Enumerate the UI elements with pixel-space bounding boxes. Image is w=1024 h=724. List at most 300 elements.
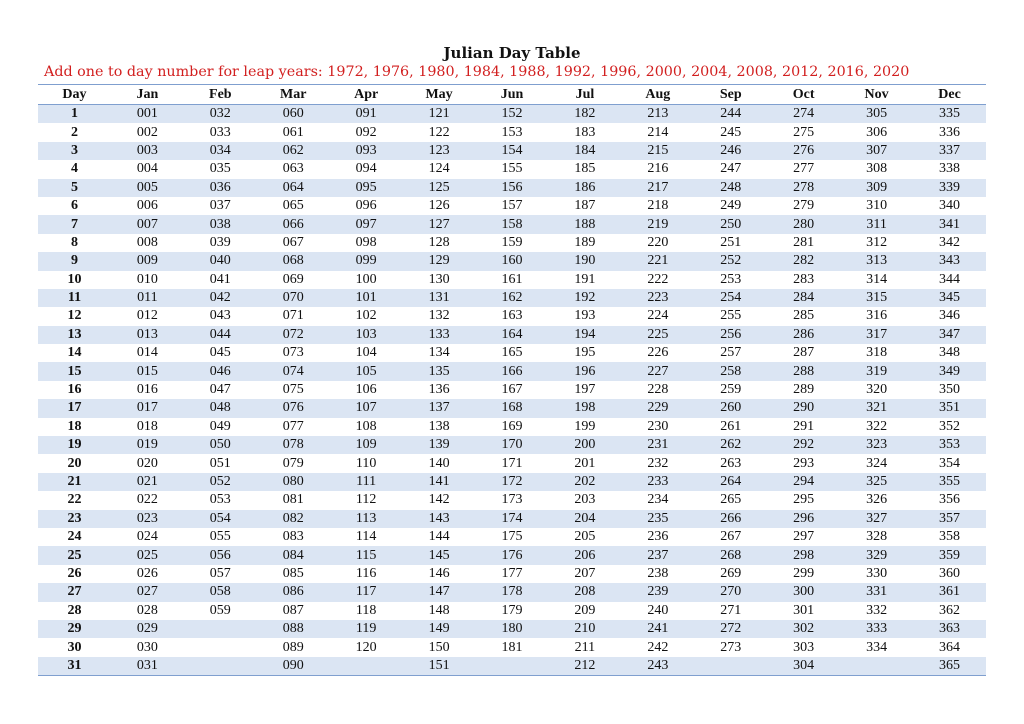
- table-row: [38, 271, 986, 289]
- julian-day-cell: 276: [767, 142, 840, 160]
- column-header-aug: Aug: [621, 85, 694, 105]
- julian-day-cell: 254: [694, 289, 767, 307]
- table-row: [38, 565, 986, 583]
- table-row: [38, 307, 986, 325]
- julian-day-cell: 115: [330, 546, 403, 564]
- julian-day-cell: 150: [403, 638, 476, 656]
- julian-day-cell: 161: [476, 271, 549, 289]
- julian-day-cell: 064: [257, 179, 330, 197]
- day-number-cell: 11: [38, 289, 111, 307]
- day-number-cell: 14: [38, 344, 111, 362]
- julian-day-cell: 018: [111, 418, 184, 436]
- julian-day-cell: 006: [111, 197, 184, 215]
- julian-day-cell: 114: [330, 528, 403, 546]
- julian-day-cell: 005: [111, 179, 184, 197]
- julian-day-cell: 153: [476, 123, 549, 141]
- julian-day-cell: 364: [913, 638, 986, 656]
- julian-day-cell: 289: [767, 381, 840, 399]
- julian-day-cell: 035: [184, 160, 257, 178]
- julian-day-cell: 190: [548, 252, 621, 270]
- julian-day-cell: [330, 657, 403, 676]
- julian-day-cell: 207: [548, 565, 621, 583]
- julian-day-cell: 030: [111, 638, 184, 656]
- julian-day-cell: 158: [476, 215, 549, 233]
- julian-day-cell: 268: [694, 546, 767, 564]
- julian-day-cell: 022: [111, 491, 184, 509]
- table-row: [38, 418, 986, 436]
- julian-day-cell: 120: [330, 638, 403, 656]
- julian-day-cell: 230: [621, 418, 694, 436]
- julian-day-cell: 236: [621, 528, 694, 546]
- julian-day-cell: 282: [767, 252, 840, 270]
- day-number-cell: 17: [38, 399, 111, 417]
- julian-day-cell: 093: [330, 142, 403, 160]
- julian-day-cell: 177: [476, 565, 549, 583]
- julian-day-cell: 181: [476, 638, 549, 656]
- julian-day-cell: 068: [257, 252, 330, 270]
- julian-day-cell: 137: [403, 399, 476, 417]
- julian-day-cell: 101: [330, 289, 403, 307]
- julian-day-cell: 100: [330, 271, 403, 289]
- day-number-cell: 31: [38, 657, 111, 676]
- table-row: [38, 528, 986, 546]
- day-number-cell: 28: [38, 602, 111, 620]
- julian-day-cell: 239: [621, 583, 694, 601]
- julian-day-cell: 357: [913, 510, 986, 528]
- julian-day-cell: 331: [840, 583, 913, 601]
- julian-day-cell: 129: [403, 252, 476, 270]
- julian-day-cell: 043: [184, 307, 257, 325]
- julian-day-cell: 312: [840, 234, 913, 252]
- julian-day-cell: 285: [767, 307, 840, 325]
- julian-day-cell: 332: [840, 602, 913, 620]
- julian-day-cell: 010: [111, 271, 184, 289]
- julian-day-cell: 219: [621, 215, 694, 233]
- julian-day-cell: 223: [621, 289, 694, 307]
- table-row: [38, 473, 986, 491]
- julian-day-cell: 202: [548, 473, 621, 491]
- julian-day-cell: 356: [913, 491, 986, 509]
- julian-day-cell: 206: [548, 546, 621, 564]
- julian-day-cell: 130: [403, 271, 476, 289]
- julian-day-cell: 183: [548, 123, 621, 141]
- julian-day-cell: 037: [184, 197, 257, 215]
- julian-day-cell: 241: [621, 620, 694, 638]
- julian-day-cell: 195: [548, 344, 621, 362]
- julian-day-cell: 261: [694, 418, 767, 436]
- julian-day-cell: 291: [767, 418, 840, 436]
- julian-day-cell: 099: [330, 252, 403, 270]
- julian-day-cell: 094: [330, 160, 403, 178]
- julian-day-cell: 110: [330, 454, 403, 472]
- julian-day-cell: 148: [403, 602, 476, 620]
- julian-day-cell: 189: [548, 234, 621, 252]
- julian-day-cell: 001: [111, 105, 184, 124]
- julian-day-cell: 339: [913, 179, 986, 197]
- julian-day-cell: 011: [111, 289, 184, 307]
- julian-day-cell: 131: [403, 289, 476, 307]
- julian-day-cell: 249: [694, 197, 767, 215]
- julian-day-cell: 193: [548, 307, 621, 325]
- julian-day-cell: 199: [548, 418, 621, 436]
- julian-day-cell: 149: [403, 620, 476, 638]
- julian-day-cell: 004: [111, 160, 184, 178]
- julian-day-cell: 306: [840, 123, 913, 141]
- julian-day-cell: 299: [767, 565, 840, 583]
- julian-day-cell: 044: [184, 326, 257, 344]
- julian-day-cell: 057: [184, 565, 257, 583]
- column-header-day: Day: [38, 85, 111, 105]
- julian-day-cell: 243: [621, 657, 694, 676]
- julian-day-cell: 290: [767, 399, 840, 417]
- column-header-sep: Sep: [694, 85, 767, 105]
- julian-day-cell: 228: [621, 381, 694, 399]
- julian-day-cell: [184, 620, 257, 638]
- julian-day-cell: 182: [548, 105, 621, 124]
- day-number-cell: 25: [38, 546, 111, 564]
- table-row: [38, 252, 986, 270]
- table-header-row: [38, 85, 986, 105]
- julian-day-cell: 349: [913, 362, 986, 380]
- julian-day-cell: 059: [184, 602, 257, 620]
- julian-day-cell: 095: [330, 179, 403, 197]
- table-row: [38, 436, 986, 454]
- julian-day-cell: 157: [476, 197, 549, 215]
- julian-day-cell: 247: [694, 160, 767, 178]
- julian-day-cell: 152: [476, 105, 549, 124]
- day-number-cell: 16: [38, 381, 111, 399]
- julian-day-cell: 259: [694, 381, 767, 399]
- julian-day-cell: 358: [913, 528, 986, 546]
- julian-day-cell: 154: [476, 142, 549, 160]
- julian-day-cell: 155: [476, 160, 549, 178]
- julian-day-cell: 046: [184, 362, 257, 380]
- julian-day-cell: 277: [767, 160, 840, 178]
- julian-day-cell: 013: [111, 326, 184, 344]
- julian-day-cell: 280: [767, 215, 840, 233]
- julian-day-cell: 354: [913, 454, 986, 472]
- julian-day-cell: [476, 657, 549, 676]
- julian-day-cell: 163: [476, 307, 549, 325]
- julian-day-cell: 353: [913, 436, 986, 454]
- julian-day-cell: 251: [694, 234, 767, 252]
- julian-day-cell: 300: [767, 583, 840, 601]
- julian-day-cell: 191: [548, 271, 621, 289]
- julian-day-cell: 216: [621, 160, 694, 178]
- julian-day-cell: 017: [111, 399, 184, 417]
- julian-day-cell: 156: [476, 179, 549, 197]
- julian-day-cell: 222: [621, 271, 694, 289]
- julian-day-cell: 255: [694, 307, 767, 325]
- julian-day-cell: 257: [694, 344, 767, 362]
- julian-day-cell: 063: [257, 160, 330, 178]
- day-number-cell: 29: [38, 620, 111, 638]
- column-header-apr: Apr: [330, 85, 403, 105]
- julian-day-cell: 229: [621, 399, 694, 417]
- julian-day-cell: 164: [476, 326, 549, 344]
- column-header-feb: Feb: [184, 85, 257, 105]
- table-row: [38, 234, 986, 252]
- julian-day-cell: 187: [548, 197, 621, 215]
- julian-day-cell: 056: [184, 546, 257, 564]
- julian-day-cell: 265: [694, 491, 767, 509]
- julian-day-cell: 347: [913, 326, 986, 344]
- julian-day-cell: 072: [257, 326, 330, 344]
- julian-day-cell: 231: [621, 436, 694, 454]
- julian-day-cell: 062: [257, 142, 330, 160]
- julian-day-cell: 033: [184, 123, 257, 141]
- julian-day-cell: 237: [621, 546, 694, 564]
- julian-day-cell: 090: [257, 657, 330, 676]
- julian-day-cell: 092: [330, 123, 403, 141]
- julian-day-cell: 342: [913, 234, 986, 252]
- julian-day-cell: 172: [476, 473, 549, 491]
- julian-day-cell: 188: [548, 215, 621, 233]
- julian-day-cell: 205: [548, 528, 621, 546]
- day-number-cell: 12: [38, 307, 111, 325]
- julian-day-cell: 274: [767, 105, 840, 124]
- julian-day-cell: 296: [767, 510, 840, 528]
- julian-day-cell: [184, 638, 257, 656]
- julian-day-cell: [694, 657, 767, 676]
- julian-day-cell: 298: [767, 546, 840, 564]
- day-number-cell: 8: [38, 234, 111, 252]
- julian-day-cell: 361: [913, 583, 986, 601]
- julian-day-cell: 224: [621, 307, 694, 325]
- julian-day-cell: 042: [184, 289, 257, 307]
- julian-day-cell: 178: [476, 583, 549, 601]
- julian-day-cell: 319: [840, 362, 913, 380]
- julian-day-cell: 337: [913, 142, 986, 160]
- table-row: [38, 197, 986, 215]
- julian-day-cell: 295: [767, 491, 840, 509]
- julian-day-cell: 286: [767, 326, 840, 344]
- julian-day-cell: 334: [840, 638, 913, 656]
- julian-day-cell: 045: [184, 344, 257, 362]
- julian-day-cell: 341: [913, 215, 986, 233]
- table-row: [38, 638, 986, 656]
- julian-day-cell: 054: [184, 510, 257, 528]
- julian-day-cell: 021: [111, 473, 184, 491]
- julian-day-cell: 201: [548, 454, 621, 472]
- day-number-cell: 15: [38, 362, 111, 380]
- julian-day-cell: 168: [476, 399, 549, 417]
- julian-day-cell: 123: [403, 142, 476, 160]
- julian-day-cell: 079: [257, 454, 330, 472]
- julian-day-cell: 104: [330, 344, 403, 362]
- julian-day-cell: 118: [330, 602, 403, 620]
- julian-day-cell: 323: [840, 436, 913, 454]
- julian-day-cell: 322: [840, 418, 913, 436]
- julian-day-cell: 065: [257, 197, 330, 215]
- julian-day-cell: 102: [330, 307, 403, 325]
- day-number-cell: 20: [38, 454, 111, 472]
- julian-day-cell: 171: [476, 454, 549, 472]
- julian-day-cell: 028: [111, 602, 184, 620]
- julian-day-cell: 098: [330, 234, 403, 252]
- table-row: [38, 583, 986, 601]
- julian-day-cell: 112: [330, 491, 403, 509]
- julian-day-cell: 303: [767, 638, 840, 656]
- julian-day-cell: 136: [403, 381, 476, 399]
- julian-day-cell: 196: [548, 362, 621, 380]
- julian-day-cell: 304: [767, 657, 840, 676]
- julian-day-cell: 198: [548, 399, 621, 417]
- julian-day-cell: 007: [111, 215, 184, 233]
- table-row: [38, 362, 986, 380]
- table-row: [38, 602, 986, 620]
- julian-day-cell: 175: [476, 528, 549, 546]
- julian-day-cell: 264: [694, 473, 767, 491]
- julian-day-cell: 335: [913, 105, 986, 124]
- julian-day-cell: 278: [767, 179, 840, 197]
- julian-day-cell: 143: [403, 510, 476, 528]
- julian-day-cell: 327: [840, 510, 913, 528]
- julian-day-cell: 086: [257, 583, 330, 601]
- julian-day-cell: 351: [913, 399, 986, 417]
- julian-day-cell: 292: [767, 436, 840, 454]
- day-number-cell: 10: [38, 271, 111, 289]
- julian-day-cell: 308: [840, 160, 913, 178]
- julian-day-cell: 194: [548, 326, 621, 344]
- julian-day-cell: 146: [403, 565, 476, 583]
- julian-day-cell: 267: [694, 528, 767, 546]
- table-row: [38, 381, 986, 399]
- julian-day-cell: 165: [476, 344, 549, 362]
- column-header-oct: Oct: [767, 85, 840, 105]
- julian-day-cell: 330: [840, 565, 913, 583]
- julian-day-cell: 328: [840, 528, 913, 546]
- day-number-cell: 18: [38, 418, 111, 436]
- day-number-cell: 7: [38, 215, 111, 233]
- julian-day-cell: 340: [913, 197, 986, 215]
- table-row: [38, 326, 986, 344]
- julian-day-cell: 345: [913, 289, 986, 307]
- julian-day-cell: 310: [840, 197, 913, 215]
- julian-day-cell: 040: [184, 252, 257, 270]
- julian-day-cell: 088: [257, 620, 330, 638]
- julian-day-cell: 179: [476, 602, 549, 620]
- table-row: [38, 491, 986, 509]
- julian-day-cell: 362: [913, 602, 986, 620]
- julian-day-cell: 105: [330, 362, 403, 380]
- julian-day-cell: 262: [694, 436, 767, 454]
- julian-day-cell: 279: [767, 197, 840, 215]
- julian-day-cell: 269: [694, 565, 767, 583]
- julian-day-cell: 204: [548, 510, 621, 528]
- julian-day-cell: 020: [111, 454, 184, 472]
- page-title: Julian Day Table: [443, 44, 581, 62]
- julian-day-cell: 034: [184, 142, 257, 160]
- julian-day-cell: 221: [621, 252, 694, 270]
- julian-day-cell: 019: [111, 436, 184, 454]
- julian-day-cell: 185: [548, 160, 621, 178]
- julian-day-cell: 147: [403, 583, 476, 601]
- julian-day-cell: 024: [111, 528, 184, 546]
- julian-day-cell: 209: [548, 602, 621, 620]
- julian-day-cell: 318: [840, 344, 913, 362]
- julian-day-cell: 096: [330, 197, 403, 215]
- julian-day-cell: 256: [694, 326, 767, 344]
- julian-day-cell: 142: [403, 491, 476, 509]
- julian-day-cell: 159: [476, 234, 549, 252]
- table-row: [38, 546, 986, 564]
- table-row: [38, 215, 986, 233]
- day-number-cell: 22: [38, 491, 111, 509]
- julian-day-cell: 352: [913, 418, 986, 436]
- table-row: [38, 289, 986, 307]
- table-row: [38, 620, 986, 638]
- day-number-cell: 5: [38, 179, 111, 197]
- julian-day-cell: 026: [111, 565, 184, 583]
- julian-day-cell: 218: [621, 197, 694, 215]
- column-header-jul: Jul: [548, 85, 621, 105]
- julian-day-cell: 336: [913, 123, 986, 141]
- julian-day-cell: 238: [621, 565, 694, 583]
- table-row: [38, 399, 986, 417]
- julian-day-cell: 111: [330, 473, 403, 491]
- julian-day-cell: 055: [184, 528, 257, 546]
- julian-day-cell: 170: [476, 436, 549, 454]
- julian-day-cell: 245: [694, 123, 767, 141]
- julian-day-cell: 174: [476, 510, 549, 528]
- julian-day-cell: 070: [257, 289, 330, 307]
- julian-day-cell: 091: [330, 105, 403, 124]
- julian-day-cell: 078: [257, 436, 330, 454]
- julian-day-cell: 132: [403, 307, 476, 325]
- julian-day-cell: 051: [184, 454, 257, 472]
- julian-day-cell: 359: [913, 546, 986, 564]
- julian-day-cell: 208: [548, 583, 621, 601]
- julian-day-cell: 214: [621, 123, 694, 141]
- julian-day-cell: 081: [257, 491, 330, 509]
- julian-day-cell: 009: [111, 252, 184, 270]
- day-number-cell: 9: [38, 252, 111, 270]
- julian-day-cell: 284: [767, 289, 840, 307]
- column-header-jan: Jan: [111, 85, 184, 105]
- julian-day-cell: 309: [840, 179, 913, 197]
- julian-day-cell: 225: [621, 326, 694, 344]
- julian-day-cell: 144: [403, 528, 476, 546]
- julian-day-cell: 301: [767, 602, 840, 620]
- day-number-cell: 26: [38, 565, 111, 583]
- julian-day-cell: 082: [257, 510, 330, 528]
- julian-day-cell: 012: [111, 307, 184, 325]
- julian-day-cell: 015: [111, 362, 184, 380]
- julian-day-cell: 260: [694, 399, 767, 417]
- julian-day-cell: 227: [621, 362, 694, 380]
- julian-day-cell: 052: [184, 473, 257, 491]
- table-row: [38, 454, 986, 472]
- julian-day-cell: 047: [184, 381, 257, 399]
- julian-day-cell: 293: [767, 454, 840, 472]
- julian-day-cell: 233: [621, 473, 694, 491]
- julian-day-cell: 252: [694, 252, 767, 270]
- julian-day-cell: 087: [257, 602, 330, 620]
- julian-day-cell: 294: [767, 473, 840, 491]
- julian-day-cell: 360: [913, 565, 986, 583]
- julian-day-cell: 134: [403, 344, 476, 362]
- julian-day-cell: 326: [840, 491, 913, 509]
- julian-day-cell: 344: [913, 271, 986, 289]
- julian-day-cell: 140: [403, 454, 476, 472]
- julian-day-cell: 073: [257, 344, 330, 362]
- julian-day-cell: 027: [111, 583, 184, 601]
- julian-day-cell: 281: [767, 234, 840, 252]
- julian-day-cell: 167: [476, 381, 549, 399]
- julian-day-cell: 029: [111, 620, 184, 638]
- julian-day-cell: 069: [257, 271, 330, 289]
